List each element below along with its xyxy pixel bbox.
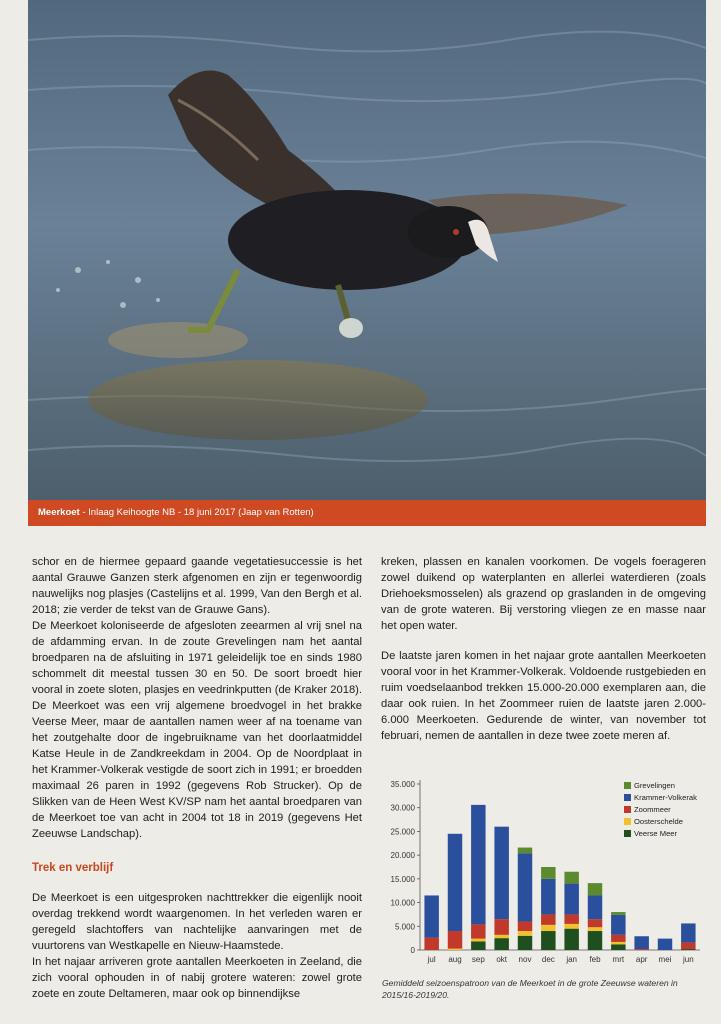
photo-caption-text: - Inlaag Keihoogte NB - 18 juni 2017 (Jaap van Rotten): [79, 507, 314, 518]
y-tick-label: 20.000: [390, 851, 415, 861]
x-tick-label: apr: [635, 955, 648, 964]
photo-caption-title: Meerkoet: [38, 507, 80, 518]
left-column: [32, 554, 362, 1002]
bar-segment: [424, 895, 438, 937]
bar-segment: [494, 935, 508, 938]
photo-caption: [28, 500, 706, 526]
x-tick-label: dec: [541, 955, 555, 964]
x-tick-label: sep: [471, 955, 485, 964]
legend-swatch: [624, 806, 631, 813]
bar-segment: [611, 942, 625, 944]
bar-segment: [634, 936, 648, 949]
bar-segment: [588, 919, 602, 927]
bar-segment: [518, 853, 532, 921]
x-tick-label: mrt: [612, 955, 625, 964]
right-paragraph-2: De laatste jaren komen in het najaar grote aantallen Meerkoeten vooral voor in het Krammer-Volkerak. Voldoende rustgebieden en ruim voedselaanbod trekken 15.000-20.000 exemplaren aan, die daar ook ruien. In het Zoommeer ruien de laatste jaren 2.000-6.000 Meerkoeten. Gedurende de winter, van november tot februari, nemen de aantallen in deze twee zoete meren af.: [381, 650, 706, 742]
x-tick-label: jul: [427, 955, 436, 964]
left-paragraph-1: schor en de hiermee gepaard gaande vegetatiesuccessie is het aantal Grauwe Ganzen sterk afgenomen en zijn er tegenwoordig nauwelijks nog plasjes (Castelijns et al. 1999, Van den Bergh et al. 2018; zie verder de tekst van de Grauwe Gans).: [32, 556, 362, 616]
bar-segment: [518, 936, 532, 950]
bar-segment: [518, 848, 532, 854]
seasonal-pattern-chart: [378, 772, 708, 1002]
bar-segment: [588, 883, 602, 895]
y-tick-label: 0: [410, 946, 415, 955]
right-paragraph-1: kreken, plassen en kanalen voorkomen. De vogels foerageren zowel duikend op waterplanten en allerlei waterdieren (zoals Driehoeksmosselen) als grazend op graslanden in de omgeving van de grote wateren. Bij verstoring vliegen ze en masse naar het open water.: [381, 556, 706, 632]
bar-segment: [588, 895, 602, 919]
bar-segment: [494, 827, 508, 919]
chart-svg: [378, 772, 708, 972]
legend-label: Veerse Meer: [634, 829, 678, 838]
bar-segment: [681, 949, 695, 950]
x-tick-label: aug: [448, 955, 462, 964]
bar-segment: [541, 931, 555, 950]
bar-segment: [471, 805, 485, 925]
bar-segment: [518, 931, 532, 936]
bar-segment: [658, 939, 672, 950]
y-tick-label: 10.000: [390, 898, 415, 908]
x-tick-label: okt: [496, 955, 508, 964]
legend-swatch: [624, 818, 631, 825]
bar-segment: [471, 924, 485, 938]
y-tick-label: 35.000: [390, 780, 415, 789]
legend-label: Grevelingen: [634, 781, 675, 790]
bar-segment: [518, 922, 532, 931]
y-tick-label: 5.000: [394, 922, 415, 932]
y-tick-label: 25.000: [390, 827, 415, 837]
coot-photo: [28, 0, 706, 500]
legend-swatch: [624, 830, 631, 837]
legend-label: Krammer-Volkerak: [634, 793, 697, 802]
bar-segment: [564, 872, 578, 884]
bar-segment: [588, 931, 602, 950]
bar-segment: [681, 942, 695, 949]
bar-segment: [634, 949, 648, 950]
bar-segment: [588, 927, 602, 931]
bar-segment: [424, 938, 438, 950]
legend-label: Oosterschelde: [634, 817, 683, 826]
left-paragraph-4: In het najaar arriveren grote aantallen Meerkoeten in Zeeland, die zich vooral ophouden in of nabij grotere wateren: zowel grote zoete en zoute Deltameren, maar ook op binnendijkse: [32, 956, 362, 1000]
chart-caption: Gemiddeld seizoenspatroon van de Meerkoet in de grote Zeeuwse wateren in 2015/16-2019/20.: [382, 978, 678, 1000]
bar-segment: [448, 834, 462, 931]
x-tick-label: jan: [566, 955, 578, 964]
bar-segment: [564, 884, 578, 915]
bar-segment: [611, 912, 625, 915]
x-tick-label: jun: [682, 955, 694, 964]
right-column: [381, 554, 706, 744]
bar-segment: [611, 915, 625, 935]
bar-segment: [611, 935, 625, 942]
left-paragraph-3: De Meerkoet is een uitgesproken nachttrekker die eigenlijk nooit overdag trekkend wordt waargenomen. In het verleden waren er geregeld slachtoffers van nachtelijke aanvaringen met de vuurtorens van Westkapelle en Nieuw-Haamstede.: [32, 892, 362, 952]
x-tick-label: nov: [518, 955, 532, 964]
y-tick-label: 30.000: [390, 803, 415, 813]
bar-segment: [564, 924, 578, 929]
bar-segment: [448, 949, 462, 950]
y-tick-label: 15.000: [390, 874, 415, 884]
bar-segment: [541, 879, 555, 915]
bar-segment: [448, 931, 462, 949]
legend-swatch: [624, 794, 631, 801]
bar-segment: [494, 919, 508, 935]
bar-segment: [471, 941, 485, 950]
bar-segment: [564, 929, 578, 950]
bar-segment: [681, 923, 695, 942]
legend-swatch: [624, 782, 631, 789]
bar-segment: [494, 938, 508, 950]
bar-segment: [541, 914, 555, 924]
x-tick-label: mei: [658, 955, 672, 964]
bar-segment: [541, 867, 555, 879]
x-tick-label: feb: [589, 955, 601, 964]
section-title-trek-en-verblijf: Trek en verblijf: [32, 862, 114, 874]
bar-segment: [541, 925, 555, 931]
bar-segment: [471, 939, 485, 942]
bar-segment: [611, 944, 625, 950]
bar-segment: [564, 914, 578, 923]
legend-label: Zoommeer: [634, 805, 671, 814]
left-paragraph-2: De Meerkoet koloniseerde de afgesloten zeearmen al vrij snel na de afdamming ervan. In de zoute Grevelingen nam het aantal broedparen na de afsluiting in 1971 geleidelijk toe en sinds 1980 schommelt dit meestal tussen 30 en 50. De soort broedt hier vooral in zoete sloten, plasjes en veedrinkputten (de Kraker 2018). De Meerkoet was een vrij algemene broedvogel in het brakke Veerse Meer, maar de aantallen namen weer af na toename van het zoutgehalte door de ingebruikname van het doorlaatmiddel Katse Heule in de Zandkreekdam in 2004. Op de Noordplaat in het Krammer-Volkerak vestigde de soort zich in 1991; er broedden maximaal 26 paren in 1992 (gegevens Rob Strucker). Op de Slikken van de Heen West KV/SP nam het aantal broedparen van de Meerkoet toe van acht in 2004 tot 18 in 2019 (gegevens Het Zeeuwse Landschap).: [32, 620, 362, 840]
